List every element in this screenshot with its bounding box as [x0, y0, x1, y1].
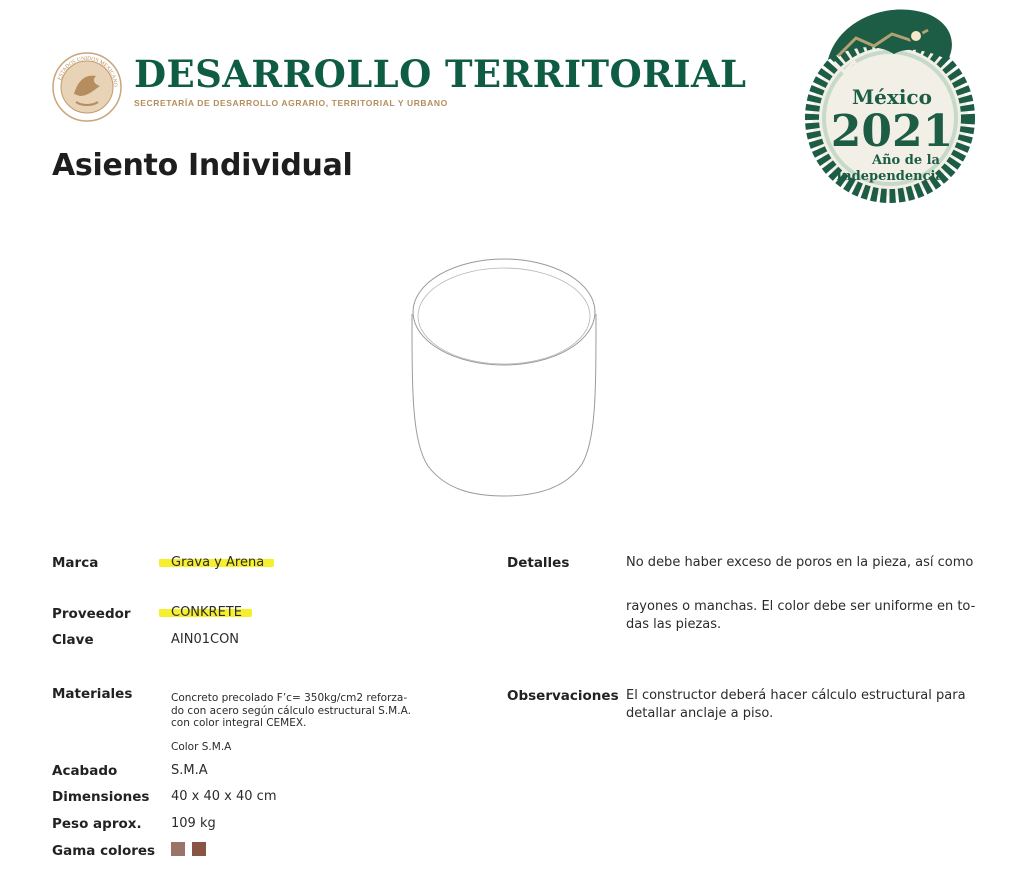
peso-label: Peso aprox. — [52, 816, 142, 832]
emblem-independencia: Independencia — [836, 169, 944, 184]
emblem-mexico: México — [852, 85, 932, 109]
quetzalcoatl-serpent-icon — [798, 0, 984, 204]
proveedor-highlight: CONKRETE — [159, 605, 252, 620]
emblem-ano: Año de la — [872, 153, 940, 168]
page-title: Asiento Individual — [52, 148, 353, 183]
header-title: DESARROLLO TERRITORIAL — [134, 52, 747, 96]
materiales-line-2: do con acero según cálculo estructural S.M.A. — [171, 704, 411, 717]
dimensiones-value: 40 x 40 x 40 cm — [171, 789, 277, 804]
observaciones-value — [626, 687, 966, 723]
clave-value: AIN01CON — [171, 632, 240, 647]
observaciones-line-1: El constructor deberá hacer cálculo estructural para — [626, 688, 966, 703]
mexico-coat-of-arms-icon — [50, 50, 124, 124]
detalles-value — [626, 598, 975, 634]
materiales-color-note: Color S.M.A — [171, 741, 232, 753]
marca-label: Marca — [52, 555, 99, 571]
proveedor-value — [171, 605, 252, 620]
acabado-label: Acabado — [52, 763, 118, 779]
materiales-line-1: Concreto precolado F’c= 350kg/cm2 reforza- — [171, 692, 408, 704]
color-swatch-1 — [171, 842, 185, 856]
marca-value — [171, 555, 274, 570]
color-swatch-2 — [192, 842, 206, 856]
observaciones-label: Observaciones — [507, 688, 619, 704]
materiales-line-3: con color integral CEMEX. — [171, 717, 307, 729]
detalles-line-1: No debe haber exceso de poros en la pieza, así como — [626, 555, 974, 570]
peso-value: 109 kg — [171, 816, 216, 831]
detalles-label: Detalles — [507, 555, 570, 571]
observaciones-line-2: detallar anclaje a piso. — [626, 706, 774, 721]
clave-label: Clave — [52, 632, 94, 648]
seal-text: ESTADOS UNIDOS MEXICANO — [56, 55, 119, 88]
detalles-line-2: rayones o manchas. El color debe ser uniforme en to- — [626, 599, 976, 614]
acabado-value: S.M.A — [171, 763, 208, 778]
emblem-year: 2021 — [830, 106, 954, 157]
materiales-value — [171, 692, 433, 730]
proveedor-label: Proveedor — [52, 606, 131, 622]
cylinder-seat-drawing-icon — [404, 252, 604, 504]
header — [50, 44, 770, 116]
gama-colores-label: Gama colores — [52, 843, 156, 859]
dimensiones-label: Dimensiones — [52, 789, 150, 805]
detalles-line-3: das las piezas. — [626, 617, 722, 632]
header-subtitle: SECRETARÍA DE DESARROLLO AGRARIO, TERRITORIAL Y URBANO — [134, 98, 448, 108]
marca-highlight: Grava y Arena — [159, 555, 274, 570]
materiales-label: Materiales — [52, 686, 133, 702]
